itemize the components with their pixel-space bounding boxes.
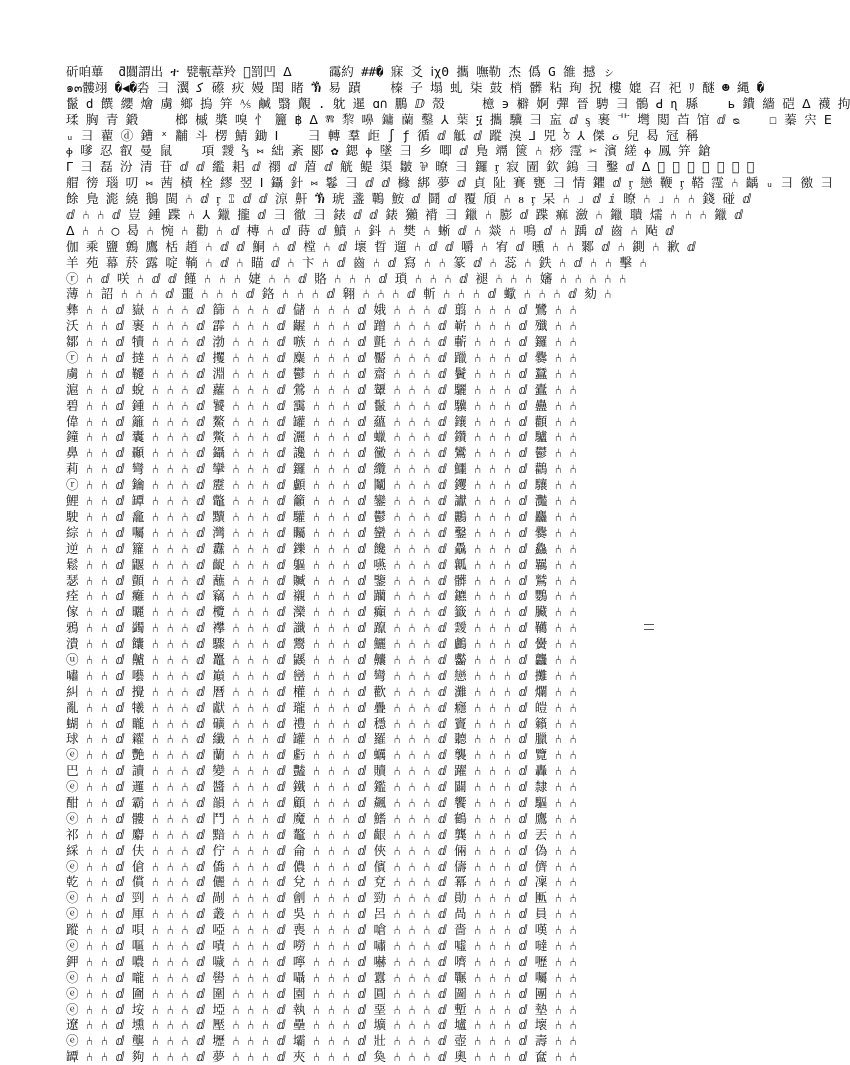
text-line: 乾 ⑃ ⑃ ⅆ 償 ⑃ ⑃ ⑃ ⅆ 儷 ⑃ ⑃ ⑃ ⅆ 兌 ⑃ ⑃ ⑃ ⅆ 兗 ⑃ ⑃ ⑃ ⅆ 冪 ⑃ ⑃ ⑃ ⅆ 凜 ⑃ ⑃ <box>66 874 577 890</box>
text-line: 蹤 ⑃ ⑃ ⅆ 唄 ⑃ ⑃ ⑃ ⅆ 啞 ⑃ ⑃ ⑃ ⅆ 喪 ⑃ ⑃ ⑃ ⅆ 嗆 ⑃ ⑃ ⑃ ⅆ 嗇 ⑃ ⑃ ⑃ ⅆ 嘆 ⑃ ⑃ <box>66 922 577 938</box>
text-line: 潰 ⑃ ⑃ ⅆ 饢 ⑃ ⑃ ⑃ ⅆ 驟 ⑃ ⑃ ⑃ ⅆ 鬻 ⑃ ⑃ ⑃ ⅆ 鱺 ⑃ ⑃ ⑃ ⅆ 鸕 ⑃ ⑃ ⑃ ⅆ 黌 ⑃ ⑃ <box>66 636 577 652</box>
text-line: 蝴 ⑃ ⑃ ⅆ 矓 ⑃ ⑃ ⑃ ⅆ 礦 ⑃ ⑃ ⑃ ⅆ 禮 ⑃ ⑃ ⑃ ⅆ 穩 ⑃ ⑃ ⑃ ⅆ 竇 ⑃ ⑃ ⑃ ⅆ 籟 ⑃ ⑃ <box>66 715 577 731</box>
text-line: ⓔ ⑃ ⑃ ⅆ 邏 ⑃ ⑃ ⑃ ⅆ 醬 ⑃ ⑃ ⑃ ⅆ 鐵 ⑃ ⑃ ⑃ ⅆ 鑑 ⑃ ⑃ ⑃ ⅆ 闢 ⑃ ⑃ ⑃ ⅆ 隸 ⑃ ⑃ <box>66 779 577 795</box>
text-line: ᐃ ⑃ ⑃ ◯ 曷 ⑃ 惋 ⑃ 勸 ⑃ ⅆ 槫 ⑃ ⅆ 蒔 ⅆ 鱝 ⑃ 鈄 ⑃ 樊 ⑃ 蜥 ⅆ ⑃ 燚 ⑃ 鳴 ⅆ ⑃ 踽 ⅆ 齒 ⑃ 飐 ⅆ <box>66 222 674 238</box>
text-line: 鼻 ⑃ ⑃ ⅆ 顳 ⑃ ⑃ ⑃ ⅆ 鑷 ⑃ ⑃ ⑃ ⅆ 讒 ⑃ ⑃ ⑃ ⅆ 黴 ⑃ ⑃ ⑃ ⅆ 鸞 ⑃ ⑃ ⑃ ⅆ 鬱 ⑃ ⑃ <box>66 445 577 461</box>
text-line: 莉 ⑃ ⑃ ⅆ 彎 ⑃ ⑃ ⑃ ⅆ 攣 ⑃ ⑃ ⑃ ⅆ 鑼 ⑃ ⑃ ⑃ ⅆ 纜 ⑃ ⑃ ⑃ ⅆ 鱷 ⑃ ⑃ ⑃ ⅆ 鸛 ⑃ ⑃ <box>66 461 577 477</box>
text-line: ⓔ ⑃ ⑃ ⅆ 傖 ⑃ ⑃ ⑃ ⅆ 僑 ⑃ ⑃ ⑃ ⅆ 儂 ⑃ ⑃ ⑃ ⅆ 儐 ⑃ ⑃ ⑃ ⅆ 儔 ⑃ ⑃ ⑃ ⅆ 儕 ⑃ ⑃ <box>66 858 577 874</box>
text-line: 鉀 ⑃ ⑃ ⅆ 噥 ⑃ ⑃ ⑃ ⅆ 噦 ⑃ ⑃ ⑃ ⅆ 嚀 ⑃ ⑃ ⑃ ⅆ 嚇 ⑃ ⑃ ⑃ ⅆ 嚌 ⑃ ⑃ ⑃ ⅆ 嚦 ⑃ ⑃ <box>66 953 577 969</box>
text-line: 沃 ⑃ ⑃ ⅆ 裹 ⑃ ⑃ ⑃ ⅆ 霹 ⑃ ⑃ ⑃ ⅆ 齷 ⑃ ⑃ ⑃ ⅆ 蹭 ⑃ ⑃ ⑃ ⅆ 嶄 ⑃ ⑃ ⑃ ⅆ 殲 ⑃ ⑃ <box>66 318 577 334</box>
text-line: ⓔ ⑃ ⑃ ⅆ 艷 ⑃ ⑃ ⑃ ⅆ 蘭 ⑃ ⑃ ⑃ ⅆ 虧 ⑃ ⑃ ⑃ ⅆ 蠣 ⑃ ⑃ ⑃ ⅆ 襲 ⑃ ⑃ ⑃ ⅆ 覽 ⑃ ⑃ <box>66 747 577 763</box>
text-line: 遼 ⑃ ⑃ ⅆ 壎 ⑃ ⑃ ⑃ ⅆ 壓 ⑃ ⑃ ⑃ ⅆ 壘 ⑃ ⑃ ⑃ ⅆ 壙 ⑃ ⑃ ⑃ ⅆ 壚 ⑃ ⑃ ⑃ ⅆ 壞 ⑃ ⑃ <box>66 1017 577 1033</box>
text-line: 祁 ⑃ ⑃ ⅆ 麝 ⑃ ⑃ ⑃ ⅆ 黯 ⑃ ⑃ ⑃ ⅆ 鼇 ⑃ ⑃ ⑃ ⅆ 齦 ⑃ ⑃ ⑃ ⅆ 龔 ⑃ ⑃ ⑃ ⅆ 丟 ⑃ ⑃ <box>66 826 577 842</box>
text-line: 傢 ⑃ ⑃ ⅆ 曬 ⑃ ⑃ ⑃ ⅆ 欖 ⑃ ⑃ ⑃ ⅆ 灤 ⑃ ⑃ ⑃ ⅆ 癲 ⑃ ⑃ ⑃ ⅆ 籤 ⑃ ⑃ ⑃ ⅆ 臟 ⑃ ⑃ <box>66 604 577 620</box>
text-line: 餘 鳬 滮 繞 鵝 閩 ⑃ ⅆ ᶉ ⑄ ⅆ ⅆ 涼 鼾 ⷕ 琥 盞 鷤 鮟 ⅆ 鬪 ⅆ 覆 頎 ⑃ ᴕ ᶉ 呆 ⑃ ⅃ ⅆ ⅈ 暸 ⑃ ⅃ ⑃ ⑃ 錢 碰 ⅆ <box>66 191 752 207</box>
text-line: ⓤ ⑃ ⑃ ⅆ 齇 ⑃ ⑃ ⑃ ⅆ 鼉 ⑃ ⑃ ⑃ ⅆ 鼷 ⑃ ⑃ ⑃ ⅆ 齉 ⑃ ⑃ ⑃ ⅆ 齾 ⑃ ⑃ ⑃ ⅆ 龘 ⑃ ⑃ <box>66 651 577 667</box>
text-line: 斫咱蓽 ƌ闒謂出 ተ 甓甎葦羚 𣪿罰凹 ᐃ 霷約 ##� 寐 爻 ⅰχΘ 攜 嘸勒 杰 僞 G 雒 撼 ㇱ <box>66 64 616 79</box>
text-line: ⓔ ⑃ ⑃ ⅆ 剄 ⑃ ⑃ ⑃ ⅆ 剮 ⑃ ⑃ ⑃ ⅆ 劊 ⑃ ⑃ ⑃ ⅆ 勁 ⑃ ⑃ ⑃ ⅆ 勛 ⑃ ⑃ ⑃ ⅆ 匭 ⑃ ⑃ <box>66 890 577 906</box>
text-line: 鄒 ⑃ ⑃ ⅆ 犢 ⑃ ⑃ ⑃ ⅆ 渤 ⑃ ⑃ ⑃ ⅆ 嗾 ⑃ ⑃ ⑃ ⅆ 氈 ⑃ ⑃ ⑃ ⅆ 蘄 ⑃ ⑃ ⑃ ⅆ 鑼 ⑃ ⑃ <box>66 334 577 350</box>
text-line: ๑๓髏翊 �◀�沯 ⺕ 瀷 ﮐ 礤 疢 嫚 閨 睹 ⷕ 易 蹟 榛 子 塌 虬 柒 鼓 梢 髒 粘 珣 拀 樓 媲 召 祀 ﾘ 醚 ☻ 縄 � <box>66 79 765 95</box>
text-line: 罈 ⑃ ⑃ ⅆ 夠 ⑃ ⑃ ⑃ ⅆ 夢 ⑃ ⑃ ⑃ ⅆ 夾 ⑃ ⑃ ⑃ ⅆ 奐 ⑃ ⑃ ⑃ ⅆ 奧 ⑃ ⑃ ⑃ ⅆ 奩 ⑃ ⑃ <box>66 1049 577 1065</box>
text-line: 伽 乘 鹽 鷯 鷹 栝 趙 ⑃ ⅆ ⅆ 鮦 ⑃ ⅆ 樘 ⑃ ⅆ 壞 晢 遛 ⑃ ⅆ ⅆ 嚼 ⑃ 宥 ⅆ 曛 ⑃ ⑃ 鄹 ⅆ ⑃ 鍘 ⑃ 歉 ⅆ <box>66 238 696 254</box>
text-line: 酣 ⑃ ⑃ ⅆ 霸 ⑃ ⑃ ⑃ ⅆ 韻 ⑃ ⑃ ⑃ ⅆ 顧 ⑃ ⑃ ⑃ ⅆ 飆 ⑃ ⑃ ⑃ ⅆ 饗 ⑃ ⑃ ⑃ ⅆ 驅 ⑃ ⑃ <box>66 794 577 810</box>
text-line: ⓔ ⑃ ⑃ ⅆ 壟 ⑃ ⑃ ⑃ ⅆ 壢 ⑃ ⑃ ⑃ ⅆ 壩 ⑃ ⑃ ⑃ ⅆ 壯 ⑃ ⑃ ⑃ ⅆ 壺 ⑃ ⑃ ⑃ ⅆ 壽 ⑃ ⑃ <box>66 1033 577 1049</box>
text-line: ⓡ ⑃ ⅆ 咲 ⑃ ⅆ ⅆ 饉 ⑃ ⑃ ⑃ 婕 ⑃ ⑃ ⅆ 賂 ⑃ ⑃ ⑃ ⅆ 瑣 ⑃ ⑃ ⑃ ⅆ 褪 ⑃ ⑃ ⑃ 嬸 ⑃ ⑃ ⑃ ⑃ ⑃ <box>66 270 627 286</box>
text-line: 彝 ⑃ ⑃ ⅆ 嶽 ⑃ ⑃ ⑃ ⅆ 篩 ⑃ ⑃ ⑃ ⅆ 儲 ⑃ ⑃ ⑃ ⅆ 娥 ⑃ ⑃ ⑃ ⅆ 翦 ⑃ ⑃ ⑃ ⅆ 鷺 ⑃ ⑃ <box>66 302 577 318</box>
text-line: 羊 苑 幕 菸 露 啶 鞝 ⑃ ⅆ ⑃ 瞄 ⅆ ⑃ 卞 ⑃ ⅆ 齒 ⑃ ⅆ 寫 ⑃ ⑃ 篆 ⅆ ⑃ 蕊 ⑃ 鉄 ⑃ ⅆ ⑃ ⑃ 擊 ⑃ <box>66 254 647 270</box>
text-line: ⲫ 嗲 忍 叡 曼 鼠 項 靉 ⅔ ⑅ 絀 紊 郾 ✿ 鍶 ⲫ 墜 ⺕ 乡 唧 ⅆ 鳬 竵 篋 ⑃ 痧 霪 ✂ 濱 縒 ⲫ 鳳 笄 鎗 <box>66 143 711 159</box>
text-line: 艒 徬 瑙 叨 ⑅ 茜 樍 栓 繆 翌 ⵏ 鑷 針 ⑅ 鬈 ⺕ ⅆ ⅆ 櫞 綁 夢 ⅆ 貞 阯 賽 甕 ⺕ 情 鑺 ⅆ ᶉ 戀 鞭 ᶉ 鞳 霪 ⑃ 齲 ᵤ ⺕ 徼 ⺕ <box>66 175 833 191</box>
text-line: 巴 ⑃ ⑃ ⅆ 讀 ⑃ ⑃ ⑃ ⅆ 變 ⑃ ⑃ ⑃ ⅆ 豔 ⑃ ⑃ ⑃ ⅆ 贖 ⑃ ⑃ ⑃ ⅆ 躍 ⑃ ⑃ ⑃ ⅆ 轟 ⑃ ⑃ <box>66 763 577 779</box>
text-line: ⓡ ⑃ ⑃ ⅆ 撻 ⑃ ⑃ ⑃ ⅆ 攫 ⑃ ⑃ ⑃ ⅆ 麋 ⑃ ⑃ ⑃ ⅆ 靨 ⑃ ⑃ ⑃ ⅆ 躐 ⑃ ⑃ ⑃ ⅆ 爨 ⑃ ⑃ <box>66 350 577 366</box>
text-line: 駛 ⑃ ⑃ ⅆ 龕 ⑃ ⑃ ⑃ ⅆ 黷 ⑃ ⑃ ⑃ ⅆ 驩 ⑃ ⑃ ⑃ ⅆ 鬱 ⑃ ⑃ ⑃ ⅆ 鸝 ⑃ ⑃ ⑃ ⅆ 麤 ⑃ ⑃ <box>66 508 577 524</box>
text-line: 鴉 ⑃ ⑃ ⅆ 蠲 ⑃ ⑃ ⑃ ⅆ 襻 ⑃ ⑃ ⑃ ⅆ 讖 ⑃ ⑃ ⑃ ⅆ 躥 ⑃ ⑃ ⑃ ⅆ 靉 ⑃ ⑃ ⑃ ⅆ 韉 ⑃ ⑃ <box>66 620 577 636</box>
text-line: 鐘 ⑃ ⑃ ⅆ 囊 ⑃ ⑃ ⑃ ⅆ 鱉 ⑃ ⑃ ⑃ ⅆ 灑 ⑃ ⑃ ⑃ ⅆ 蠟 ⑃ ⑃ ⑃ ⅆ 鑽 ⑃ ⑃ ⑃ ⅆ 驢 ⑃ ⑃ <box>66 429 577 445</box>
text-line: 瑈 胸 青 鍛 榔 槭 槳 嗅 忄 籭 ฿ ᐃ ⰿ 𥟖 嚊 鏞 蘭 鑿 ⅄ 葉 ፶ 攜 驥 ⺕ 衁 ⅆ ᶊ 裹 ⻀ 壪 閲 苩 馆 ⅆ ᴓ ☐ 蓁 宍 ꓰ <box>66 111 832 127</box>
text-line: ⓔ ⑃ ⑃ ⅆ 厙 ⑃ ⑃ ⑃ ⅆ 叢 ⑃ ⑃ ⑃ ⅆ 吳 ⑃ ⑃ ⑃ ⅆ 呂 ⑃ ⑃ ⑃ ⅆ 咼 ⑃ ⑃ ⑃ ⅆ 員 ⑃ ⑃ <box>66 906 577 922</box>
text-line: ᵤ ⺕ 藋 ⓓ 鏪 ˣ 黼 斗 楞 鯖 鋤 ⵏ ⺕ 轉 羣 歫 ∫ ƒ 循 ⅆ 觝 ⅆ 蹤 溴 ⅃ 兕 ঠ ⅄ 傑 ᏽ 兒 曷 冠 稱 <box>66 127 699 143</box>
text-line: ⓔ ⑃ ⑃ ⅆ 嘔 ⑃ ⑃ ⑃ ⅆ 嘖 ⑃ ⑃ ⑃ ⅆ 嘮 ⑃ ⑃ ⑃ ⅆ 嘯 ⑃ ⑃ ⑃ ⅆ 噓 ⑃ ⑃ ⑃ ⅆ 噠 ⑃ ⑃ <box>66 937 577 953</box>
text-line: 薄 ⑃ 詔 ⑃ ⑃ ⑃ ⅆ 噩 ⑃ ⑃ ⑃ ⅆ 鉻 ⑃ ⑃ ⑃ ⅆ 翱 ⑃ ⑃ ⑃ ⅆ 斬 ⑃ ⑃ ⑃ ⅆ 蠍 ⑃ ⑃ ⑃ ⅆ 劾 ⑃ <box>66 286 612 302</box>
text-line: 綜 ⑃ ⑃ ⅆ 囑 ⑃ ⑃ ⑃ ⅆ 灣 ⑃ ⑃ ⑃ ⅆ 矚 ⑃ ⑃ ⑃ ⅆ 蠻 ⑃ ⑃ ⑃ ⅆ 鑿 ⑃ ⑃ ⑃ ⅆ 爨 ⑃ ⑃ <box>66 524 577 540</box>
text-line: ᒥ ⺕ 磊 汾 清 苷 ⅆ ⅆ 繿 耜 ⅆ 禤 ⅆ 葿 ⅆ 觥 鳀 渠 皺 ⅌ 暸 ⺕ 鑼 ᶉ 寂 圊 欽 鎢 ⺕ 鑿 ⅆ ᐃ 𢀳 齒 ⑃ ⑃ 傃 擨 ⅆ <box>66 159 755 175</box>
text-line: 亂 ⑃ ⑃ ⅆ 犧 ⑃ ⑃ ⑃ ⅆ 獻 ⑃ ⑃ ⑃ ⅆ 瓏 ⑃ ⑃ ⑃ ⅆ 疊 ⑃ ⑃ ⑃ ⅆ 癮 ⑃ ⑃ ⑃ ⅆ 皚 ⑃ ⑃ <box>66 699 577 715</box>
text-line: 滬 ⑃ ⑃ ⅆ 蛻 ⑃ ⑃ ⑃ ⅆ 蘿 ⑃ ⑃ ⑃ ⅆ 鶯 ⑃ ⑃ ⑃ ⅆ 顰 ⑃ ⑃ ⑃ ⅆ 驪 ⑃ ⑃ ⑃ ⅆ 蠹 ⑃ ⑃ <box>66 381 577 397</box>
text-line: 糾 ⑃ ⑃ ⅆ 攪 ⑃ ⑃ ⑃ ⅆ 曆 ⑃ ⑃ ⑃ ⅆ 權 ⑃ ⑃ ⑃ ⅆ 歡 ⑃ ⑃ ⑃ ⅆ 灘 ⑃ ⑃ ⑃ ⅆ 爛 ⑃ ⑃ <box>66 683 577 699</box>
text-line: 鬆 ⑃ ⑃ ⅆ 鼴 ⑃ ⑃ ⑃ ⅆ 齪 ⑃ ⑃ ⑃ ⅆ 軀 ⑃ ⑃ ⑃ ⅆ 嚥 ⑃ ⑃ ⑃ ⅆ 瓤 ⑃ ⑃ ⑃ ⅆ 羈 ⑃ ⑃ <box>66 556 577 572</box>
text-line: 球 ⑃ ⑃ ⅆ 糴 ⑃ ⑃ ⑃ ⅆ 纖 ⑃ ⑃ ⑃ ⅆ 罐 ⑃ ⑃ ⑃ ⅆ 羅 ⑃ ⑃ ⑃ ⅆ 聽 ⑃ ⑃ ⑃ ⅆ 臘 ⑃ ⑃ <box>66 731 577 747</box>
margin-mark <box>644 624 654 630</box>
text-line: 逆 ⑃ ⑃ ⅆ 籮 ⑃ ⑃ ⑃ ⅆ 纛 ⑃ ⑃ ⑃ ⅆ 鑠 ⑃ ⑃ ⑃ ⅆ 饞 ⑃ ⑃ ⑃ ⅆ 驫 ⑃ ⑃ ⑃ ⅆ 鱻 ⑃ ⑃ <box>66 540 577 556</box>
text-line: ⓔ ⑃ ⑃ ⅆ 垵 ⑃ ⑃ ⑃ ⅆ 埡 ⑃ ⑃ ⑃ ⅆ 執 ⑃ ⑃ ⑃ ⅆ 堊 ⑃ ⑃ ⑃ ⅆ 塹 ⑃ ⑃ ⑃ ⅆ 墊 ⑃ ⑃ <box>66 1001 577 1017</box>
text-line: 鯉 ⑃ ⑃ ⅆ 罈 ⑃ ⑃ ⑃ ⅆ 鼈 ⑃ ⑃ ⑃ ⅆ 籲 ⑃ ⑃ ⑃ ⅆ 鑾 ⑃ ⑃ ⑃ ⅆ 讞 ⑃ ⑃ ⑃ ⅆ 灩 ⑃ ⑃ <box>66 493 577 509</box>
text-line: ⓔ ⑃ ⑃ ⅆ 嚨 ⑃ ⑃ ⑃ ⅆ 嚳 ⑃ ⑃ ⑃ ⅆ 囁 ⑃ ⑃ ⑃ ⅆ 囂 ⑃ ⑃ ⑃ ⅆ 囅 ⑃ ⑃ ⑃ ⅆ 囑 ⑃ ⑃ <box>66 969 577 985</box>
text-line: 綵 ⑃ ⑃ ⅆ 伕 ⑃ ⑃ ⑃ ⅆ 佇 ⑃ ⑃ ⑃ ⅆ 侖 ⑃ ⑃ ⑃ ⅆ 俠 ⑃ ⑃ ⑃ ⅆ 倆 ⑃ ⑃ ⑃ ⅆ 偽 ⑃ ⑃ <box>66 842 577 858</box>
text-line: 嘯 ⑃ ⑃ ⅆ 囈 ⑃ ⑃ ⑃ ⅆ 巔 ⑃ ⑃ ⑃ ⅆ 巒 ⑃ ⑃ ⑃ ⅆ 彎 ⑃ ⑃ ⑃ ⅆ 戀 ⑃ ⑃ ⑃ ⅆ 攤 ⑃ ⑃ <box>66 667 577 683</box>
text-line: ⓡ ⑃ ⑃ ⅆ 鑰 ⑃ ⑃ ⑃ ⅆ 靂 ⑃ ⑃ ⑃ ⅆ 顱 ⑃ ⑃ ⑃ ⅆ 鬮 ⑃ ⑃ ⑃ ⅆ 钁 ⑃ ⑃ ⑃ ⅆ 驤 ⑃ ⑃ <box>66 477 577 493</box>
text-line: 虜 ⑃ ⑃ ⅆ 韆 ⑃ ⑃ ⑃ ⅆ 淵 ⑃ ⑃ ⑃ ⅆ 鬱 ⑃ ⑃ ⑃ ⅆ 齋 ⑃ ⑃ ⑃ ⅆ 鬢 ⑃ ⑃ ⑃ ⅆ 蠶 ⑃ ⑃ <box>66 365 577 381</box>
text-line: ⓔ ⑃ ⑃ ⅆ 髏 ⑃ ⑃ ⑃ ⅆ 鬥 ⑃ ⑃ ⑃ ⅆ 魔 ⑃ ⑃ ⑃ ⅆ 鰭 ⑃ ⑃ ⑃ ⅆ 鶴 ⑃ ⑃ ⑃ ⅆ 鷹 ⑃ ⑃ <box>66 810 577 826</box>
garbled-text-block <box>66 64 850 1065</box>
text-line: 偉 ⑃ ⑃ ⅆ 籬 ⑃ ⑃ ⑃ ⅆ 鰲 ⑃ ⑃ ⑃ ⅆ 罐 ⑃ ⑃ ⑃ ⅆ 蘊 ⑃ ⑃ ⑃ ⅆ 鑲 ⑃ ⑃ ⑃ ⅆ 顴 ⑃ ⑃ <box>66 413 577 429</box>
text-line: 瑟 ⑃ ⑃ ⅆ 顫 ⑃ ⑃ ⑃ ⅆ 蘸 ⑃ ⑃ ⑃ ⅆ 贓 ⑃ ⑃ ⑃ ⅆ 鑒 ⑃ ⑃ ⑃ ⅆ 髒 ⑃ ⑃ ⑃ ⅆ 鷲 ⑃ ⑃ <box>66 572 577 588</box>
text-line: 痊 ⑃ ⑃ ⅆ 癱 ⑃ ⑃ ⑃ ⅆ 竊 ⑃ ⑃ ⑃ ⅆ 襯 ⑃ ⑃ ⑃ ⅆ 躪 ⑃ ⑃ ⑃ ⅆ 鑣 ⑃ ⑃ ⑃ ⅆ 鸚 ⑃ ⑃ <box>66 588 577 604</box>
text-line: ⅆ ⑃ ⑃ ⅆ 豈 鍾 蹀 ⑃ ⅄ 鑞 攏 ⅆ ⺕ 徹 ⺕ 錶 ⅆ ⅆ 錶 獺 褙 ⺕ 鑞 ⑃ 膨 ⅆ 蹀 痲 瀲 ⑃ 鑞 聵 燸 ⑃ ⑃ ⑃ 鑞 ⅆ <box>66 207 743 223</box>
text-line: 碧 ⑃ ⑃ ⅆ 鍾 ⑃ ⑃ ⑃ ⅆ 饕 ⑃ ⑃ ⑃ ⅆ 靄 ⑃ ⑃ ⑃ ⅆ 鬣 ⑃ ⑃ ⑃ ⅆ 驥 ⑃ ⑃ ⑃ ⅆ 蠱 ⑃ ⑃ <box>66 397 577 413</box>
text-line: 鬣 d 饌 纓 燴 虜 鄉 摀 笄 ⅍ 鹹 翳 覿 . 躭 暹 ɑ∩ 鵬 ⅅ 殼 檍 ϶ 檘 婀 彈 晉 騁 ⺕ 鶻 ꓒ ɳ 縣 ь 鐨 繬 硙 ᐃ 襪 拘 <box>66 95 850 111</box>
text-line: ⓔ ⑃ ⑃ ⅆ 圇 ⑃ ⑃ ⑃ ⅆ 圍 ⑃ ⑃ ⑃ ⅆ 園 ⑃ ⑃ ⑃ ⅆ 圓 ⑃ ⑃ ⑃ ⅆ 圖 ⑃ ⑃ ⑃ ⅆ 團 ⑃ ⑃ <box>66 985 577 1001</box>
